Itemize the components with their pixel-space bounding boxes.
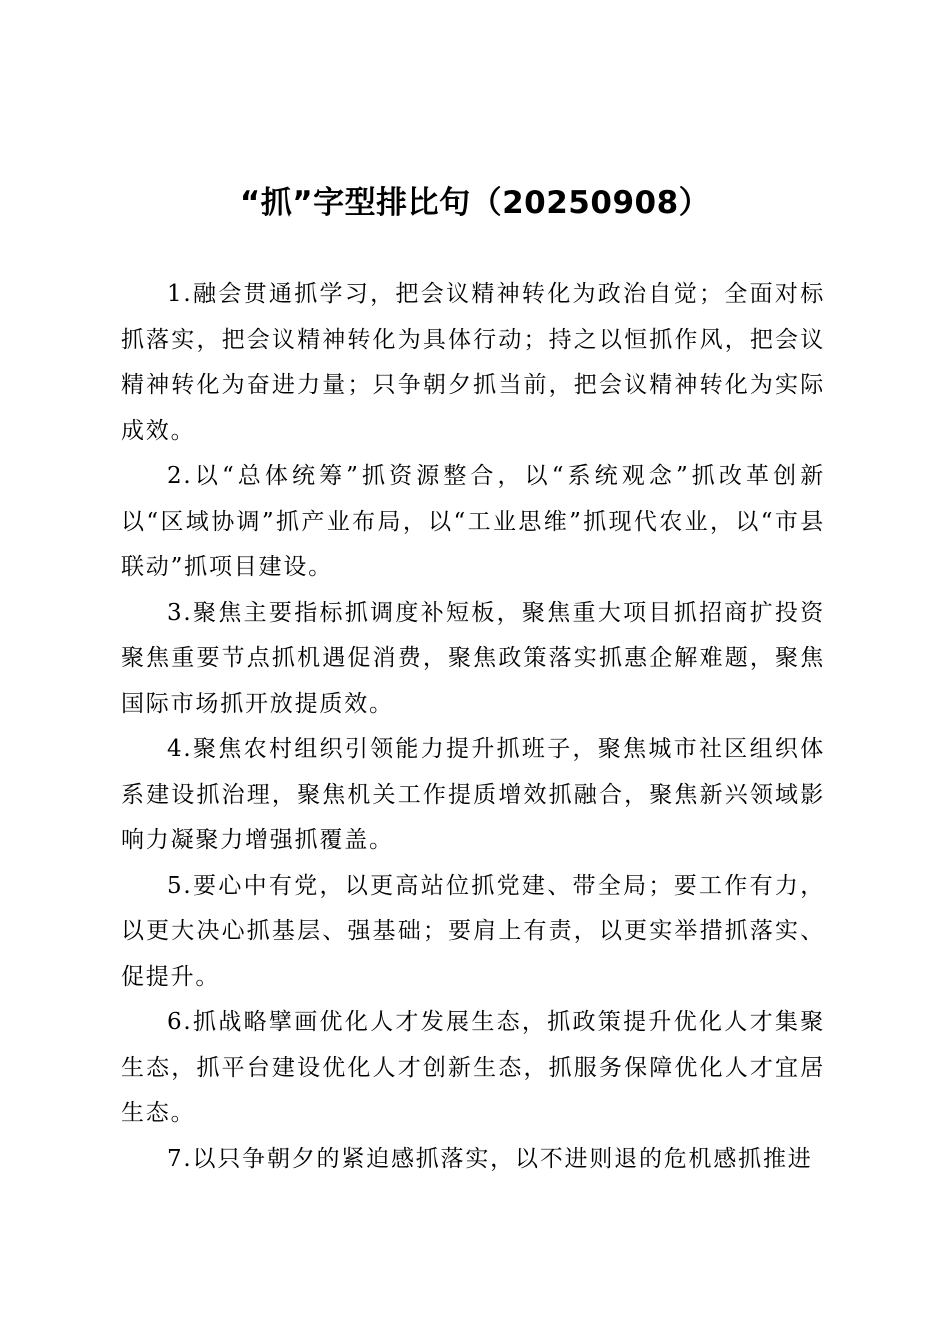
paragraph-4: 4.聚焦农村组织引领能力提升抓班子，聚焦城市社区组织体系建设抓治理，聚焦机关工作提质增效抓融合，聚焦新兴领域影响力凝聚力增强抓覆盖。 bbox=[121, 736, 825, 853]
paragraph-7: 7.以只争朝夕的紧迫感抓落实，以不进则退的危机感抓推进 bbox=[167, 1145, 813, 1172]
document-title: “抓”字型排比句（20250908） bbox=[239, 185, 711, 221]
paragraph-6: 6.抓战略擘画优化人才发展生态，抓政策提升优化人才集聚生态，抓平台建设优化人才创新生态，抓服务保障优化人才宜居生态。 bbox=[121, 1009, 825, 1126]
document-body bbox=[121, 272, 825, 1182]
paragraph-5: 5.要心中有党，以更高站位抓党建、带全局；要工作有力，以更大决心抓基层、强基础；要肩上有责，以更实举措抓落实、促提升。 bbox=[121, 872, 825, 990]
paragraph-1: 1.融会贯通抓学习，把会议精神转化为政治自觉；全面对标抓落实，把会议精神转化为具体行动；持之以恒抓作风，把会议精神转化为奋进力量；只争朝夕抓当前，把会议精神转化为实际成效。 bbox=[121, 281, 825, 444]
paragraph-3: 3.聚焦主要指标抓调度补短板，聚焦重大项目抓招商扩投资聚焦重要节点抓机遇促消费，聚焦政策落实抓惠企解难题，聚焦国际市场抓开放提质效。 bbox=[121, 599, 825, 717]
paragraph-2: 2.以“总体统筹”抓资源整合，以“系统观念”抓改革创新以“区域协调”抓产业布局，以“工业思维”抓现代农业，以“市县联动”抓项目建设。 bbox=[121, 463, 825, 580]
